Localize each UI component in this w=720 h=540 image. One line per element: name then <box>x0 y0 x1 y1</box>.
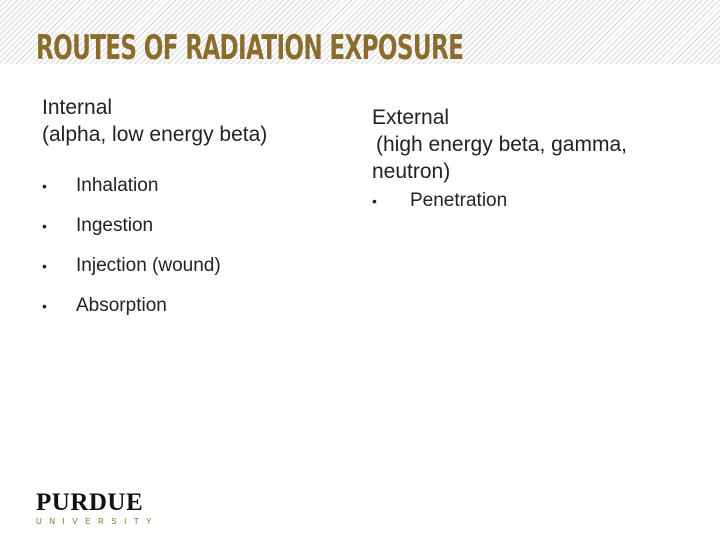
list-item-label: Injection (wound) <box>76 255 221 276</box>
external-heading-line2: (high energy beta, gamma, <box>376 133 627 156</box>
internal-heading-line1: Internal <box>42 96 113 119</box>
list-item-injection <box>42 254 342 278</box>
external-heading-line3: neutron) <box>372 160 451 183</box>
internal-list <box>42 174 342 318</box>
slide-title: ROUTES OF RADIATION EXPOSURE <box>36 28 464 68</box>
external-heading <box>372 104 692 185</box>
internal-heading <box>42 94 342 148</box>
bullet-icon: • <box>42 178 47 194</box>
list-item-label: Ingestion <box>76 215 154 236</box>
purdue-logo <box>36 489 160 527</box>
list-item-ingestion <box>42 214 342 238</box>
logo-wordmark: PURDUE <box>36 489 144 516</box>
internal-heading-line2: (alpha, low energy beta) <box>42 123 268 146</box>
bullet-icon: • <box>372 193 377 209</box>
external-heading-line1: External <box>372 106 450 129</box>
list-item-label: Inhalation <box>76 175 159 196</box>
bullet-icon: • <box>42 258 47 274</box>
list-item-label: Absorption <box>76 295 167 316</box>
list-item-inhalation <box>42 174 342 198</box>
bullet-icon: • <box>42 218 47 234</box>
list-item-label: Penetration <box>410 190 508 211</box>
logo-subtitle: UNIVERSITY <box>36 517 160 526</box>
external-list <box>372 189 692 213</box>
internal-column <box>42 94 342 334</box>
external-column <box>372 104 692 213</box>
list-item-absorption <box>42 294 342 318</box>
bullet-icon: • <box>42 298 47 314</box>
list-item-penetration <box>372 189 692 213</box>
